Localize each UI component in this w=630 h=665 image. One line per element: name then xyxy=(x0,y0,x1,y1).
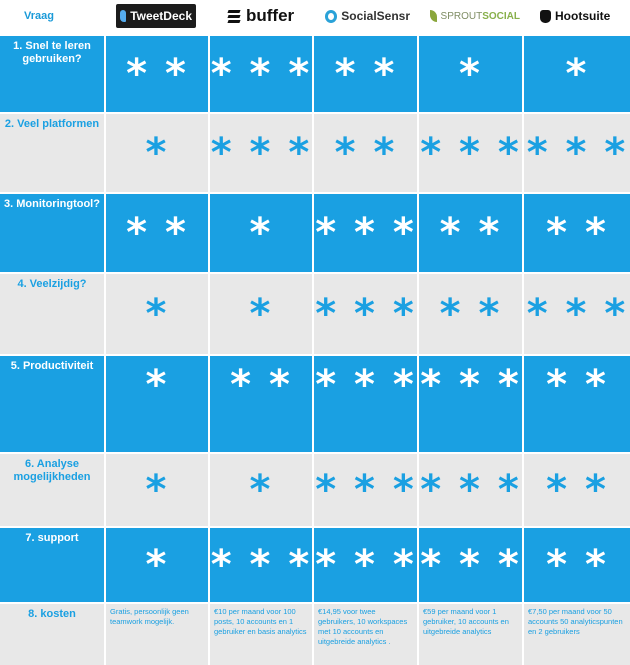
rating-stars: * * * xyxy=(315,362,416,408)
rating-cell xyxy=(314,194,417,272)
column-header-vraag: Vraag xyxy=(24,10,54,22)
tweetdeck-logo xyxy=(116,4,196,28)
rating-stars: * * * xyxy=(315,542,416,588)
rating-cell xyxy=(524,528,630,602)
rating-stars: * * * xyxy=(210,130,312,176)
table-row-costs xyxy=(0,604,630,665)
rating-stars: * * xyxy=(546,210,608,256)
rating-stars: * * xyxy=(546,542,608,588)
rating-cell xyxy=(524,114,630,192)
rating-cell xyxy=(314,114,417,192)
question-label: 3. Monitoringtool? xyxy=(4,198,100,210)
sproutsocial-logo xyxy=(430,4,520,28)
stack-icon xyxy=(228,8,240,25)
rating-cell xyxy=(210,454,312,526)
rating-stars: * * xyxy=(439,210,502,256)
sproutsocial-logo-text-2: SOCIAL xyxy=(482,10,520,22)
rating-cell xyxy=(419,528,522,602)
rating-cell xyxy=(314,36,417,112)
rating-stars: * * * xyxy=(420,130,521,176)
rating-cell xyxy=(524,274,630,354)
rating-cell xyxy=(419,194,522,272)
socialsensr-logo-text: SocialSensr xyxy=(341,9,410,23)
rating-cell xyxy=(210,356,312,452)
question-cell xyxy=(0,528,104,602)
rating-cell xyxy=(419,454,522,526)
table-row xyxy=(0,194,630,272)
rating-stars: * xyxy=(145,130,169,176)
rating-cell xyxy=(314,454,417,526)
table-row xyxy=(0,454,630,526)
question-label: 2. Veel platformen xyxy=(4,118,100,130)
rating-stars: * * xyxy=(546,467,608,513)
tweetdeck-logo-text: TweetDeck xyxy=(130,9,192,23)
rating-cell xyxy=(210,274,312,354)
rating-cell xyxy=(106,528,208,602)
cost-cell xyxy=(419,604,522,665)
rating-stars: * xyxy=(145,362,169,408)
question-label: 6. Analyse mogelijkheden xyxy=(13,458,91,483)
rating-stars: * * * xyxy=(315,210,416,256)
socialsensr-logo xyxy=(325,4,410,28)
rating-stars: * xyxy=(249,467,273,513)
rating-cell xyxy=(210,114,312,192)
cost-text: €59 per maand voor 1 gebruiker, 10 accounts en uitgebreide analytics xyxy=(423,607,509,636)
question-cell xyxy=(0,274,104,354)
question-cell xyxy=(0,36,104,112)
question-label: 8. kosten xyxy=(28,608,76,620)
cost-text: €14,95 voor twee gebruikers, 10 workspaces met 10 accounts en uitgebreide analytics . xyxy=(318,607,408,646)
rating-stars: * * * xyxy=(210,51,312,97)
cost-cell xyxy=(210,604,312,665)
rating-cell xyxy=(106,454,208,526)
rating-stars: * * * xyxy=(420,542,521,588)
rating-cell xyxy=(106,356,208,452)
table-row xyxy=(0,528,630,602)
question-cell xyxy=(0,114,104,192)
rating-cell xyxy=(419,114,522,192)
question-label: 7. support xyxy=(25,532,79,544)
hootsuite-logo-text: Hootsuite xyxy=(555,9,611,23)
question-cell xyxy=(0,194,104,272)
rating-stars: * * * xyxy=(315,291,416,337)
rating-stars: * xyxy=(145,291,169,337)
cost-text: €10 per maand voor 100 posts, 10 accounts en 1 gebruiker en basis analytics xyxy=(214,607,307,636)
rating-stars: * * xyxy=(334,51,397,97)
table-row xyxy=(0,356,630,452)
ring-icon xyxy=(325,10,337,23)
rating-cell xyxy=(210,36,312,112)
rating-cell xyxy=(210,194,312,272)
rating-stars: * xyxy=(565,51,589,97)
question-cell xyxy=(0,454,104,526)
rating-stars: * * * xyxy=(420,362,521,408)
owl-icon xyxy=(540,10,551,23)
rating-stars: * * * xyxy=(210,542,312,588)
rating-cell xyxy=(314,274,417,354)
rating-cell xyxy=(106,274,208,354)
cost-cell xyxy=(524,604,630,665)
rating-cell xyxy=(314,356,417,452)
table-row xyxy=(0,36,630,112)
rating-stars: * xyxy=(249,210,273,256)
hootsuite-logo xyxy=(540,4,630,28)
rating-cell xyxy=(106,194,208,272)
rating-cell xyxy=(524,454,630,526)
rating-stars: * * xyxy=(334,130,397,176)
rating-cell xyxy=(210,528,312,602)
rating-stars: * xyxy=(459,51,482,97)
rating-stars: * * * xyxy=(526,130,628,176)
rating-stars: * * * xyxy=(420,467,521,513)
rating-stars: * * xyxy=(126,51,188,97)
rating-cell xyxy=(314,528,417,602)
leaf-icon xyxy=(430,10,437,22)
rating-stars: * xyxy=(249,291,273,337)
cost-text: €7,50 per maand voor 50 accounts 50 analyticspunten en 2 gebruikers xyxy=(528,607,623,636)
rating-stars: * * * xyxy=(526,291,628,337)
question-label: 4. Veelzijdig? xyxy=(17,278,87,290)
sproutsocial-logo-text-1: SPROUT xyxy=(440,10,483,22)
rating-cell xyxy=(106,114,208,192)
question-cell xyxy=(0,604,104,665)
rating-cell xyxy=(524,194,630,272)
rating-stars: * * xyxy=(230,362,292,408)
rating-stars: * * xyxy=(546,362,608,408)
rating-cell xyxy=(524,36,630,112)
rating-cell xyxy=(524,356,630,452)
rating-stars: * * * xyxy=(315,467,416,513)
table-row xyxy=(0,114,630,192)
buffer-logo xyxy=(228,4,308,28)
rating-stars: * * xyxy=(439,291,502,337)
question-label: 5. Productiviteit xyxy=(10,360,94,372)
question-label: 1. Snel te leren gebruiken? xyxy=(13,40,91,65)
buffer-logo-text: buffer xyxy=(246,6,295,25)
rating-stars: * * xyxy=(126,210,188,256)
bird-icon xyxy=(120,10,126,22)
rating-cell xyxy=(419,274,522,354)
rating-stars: * xyxy=(145,467,169,513)
rating-cell xyxy=(106,36,208,112)
rating-cell xyxy=(419,36,522,112)
cost-cell xyxy=(106,604,208,665)
table-row xyxy=(0,274,630,354)
cost-text: Gratis, persoonlijk geen teamwork mogelijk. xyxy=(110,607,189,626)
rating-stars: * xyxy=(145,542,169,588)
rating-cell xyxy=(419,356,522,452)
cost-cell xyxy=(314,604,417,665)
question-cell xyxy=(0,356,104,452)
